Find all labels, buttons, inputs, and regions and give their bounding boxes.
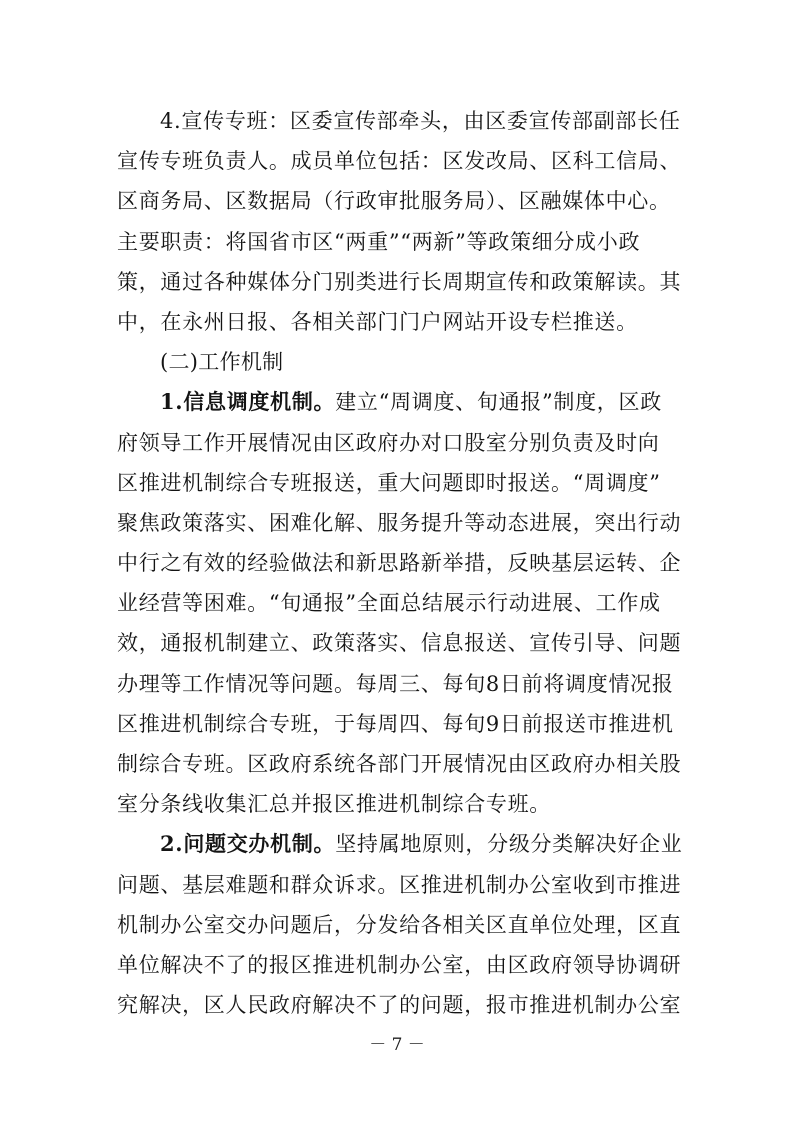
- heading-issue-handover-mechanism: 2.问题交办机制。: [160, 831, 336, 857]
- paragraph-info-dispatch-line-1: [117, 382, 683, 422]
- paragraph-info-dispatch-line-10: 制综合专班。区政府系统各部门开展情况由区政府办相关股: [117, 752, 682, 776]
- paragraph-issue-handover-line-4: 单位解决不了的报区推进机制办公室，由区政府领导协调研: [117, 952, 682, 977]
- paragraph-info-dispatch-line-6: 业经营等困难。“旬通报”全面总结展示行动进展、工作成: [117, 591, 661, 616]
- paragraph-info-dispatch-line-7: 效，通报机制建立、政策落实、信息报送、宣传引导、问题: [117, 631, 682, 656]
- paragraph-issue-handover-line-5: 究解决，区人民政府解决不了的问题，报市推进机制办公室: [117, 993, 682, 1018]
- paragraph-info-dispatch-line-8: 办理等工作情况等问题。每周三、每旬8日前将调度情况报: [117, 671, 674, 696]
- paragraph-propaganda-team-line-4: 主要职责：将国省市区“两重”“两新”等政策细分成小政: [117, 229, 641, 254]
- paragraph-issue-handover-line-1: [117, 824, 683, 864]
- paragraph-info-dispatch-line-9: 区推进机制综合专班，于每周四、每旬9日前报送市推进机: [117, 711, 674, 736]
- section-heading-work-mechanism: (二)工作机制: [160, 350, 284, 375]
- page-number: － 7 －: [369, 1035, 425, 1055]
- paragraph-propaganda-team-line-5: 策，通过各种媒体分门别类进行长周期宣传和政策解读。其: [117, 269, 682, 294]
- paragraph-propaganda-team-line-2: 宣传专班负责人。成员单位包括：区发改局、区科工信局、: [117, 149, 682, 174]
- paragraph-info-dispatch-line-5: 中行之有效的经验做法和新思路新举措，反映基层运转、企: [117, 551, 682, 576]
- issue-handover-intro-text: 坚持属地原则，分级分类解决好企业: [335, 832, 683, 857]
- paragraph-propaganda-team-line-3: 区商务局、区数据局（行政审批服务局）、区融媒体中心。: [117, 189, 671, 214]
- paragraph-propaganda-team-line-1: 4.宣传专班：区委宣传部牵头，由区委宣传部副部长任: [160, 109, 681, 133]
- info-dispatch-intro-text: 建立“周调度、旬通报”制度，区政: [335, 390, 662, 415]
- paragraph-issue-handover-line-3: 机制办公室交办问题后，分发给各相关区直单位处理，区直: [117, 912, 682, 937]
- paragraph-info-dispatch-line-2: 府领导工作开展情况由区政府办对口股室分别负责及时向: [117, 430, 660, 455]
- paragraph-info-dispatch-line-4: 聚焦政策落实、困难化解、服务提升等动态进展，突出行动: [117, 510, 682, 535]
- paragraph-info-dispatch-line-3: 区推进机制综合专班报送，重大问题即时报送。“周调度”: [117, 470, 661, 495]
- document-body: [117, 101, 683, 1025]
- paragraph-info-dispatch-line-11: 室分条线收集汇总并报区推进机制综合专班。: [117, 792, 551, 817]
- paragraph-issue-handover-line-2: 问题、基层难题和群众诉求。区推进机制办公室收到市推进: [117, 872, 682, 897]
- paragraph-propaganda-team-line-6: 中，在永州日报、各相关部门门户网站开设专栏推送。: [117, 309, 638, 334]
- heading-info-dispatch-mechanism: 1.信息调度机制。: [160, 389, 336, 415]
